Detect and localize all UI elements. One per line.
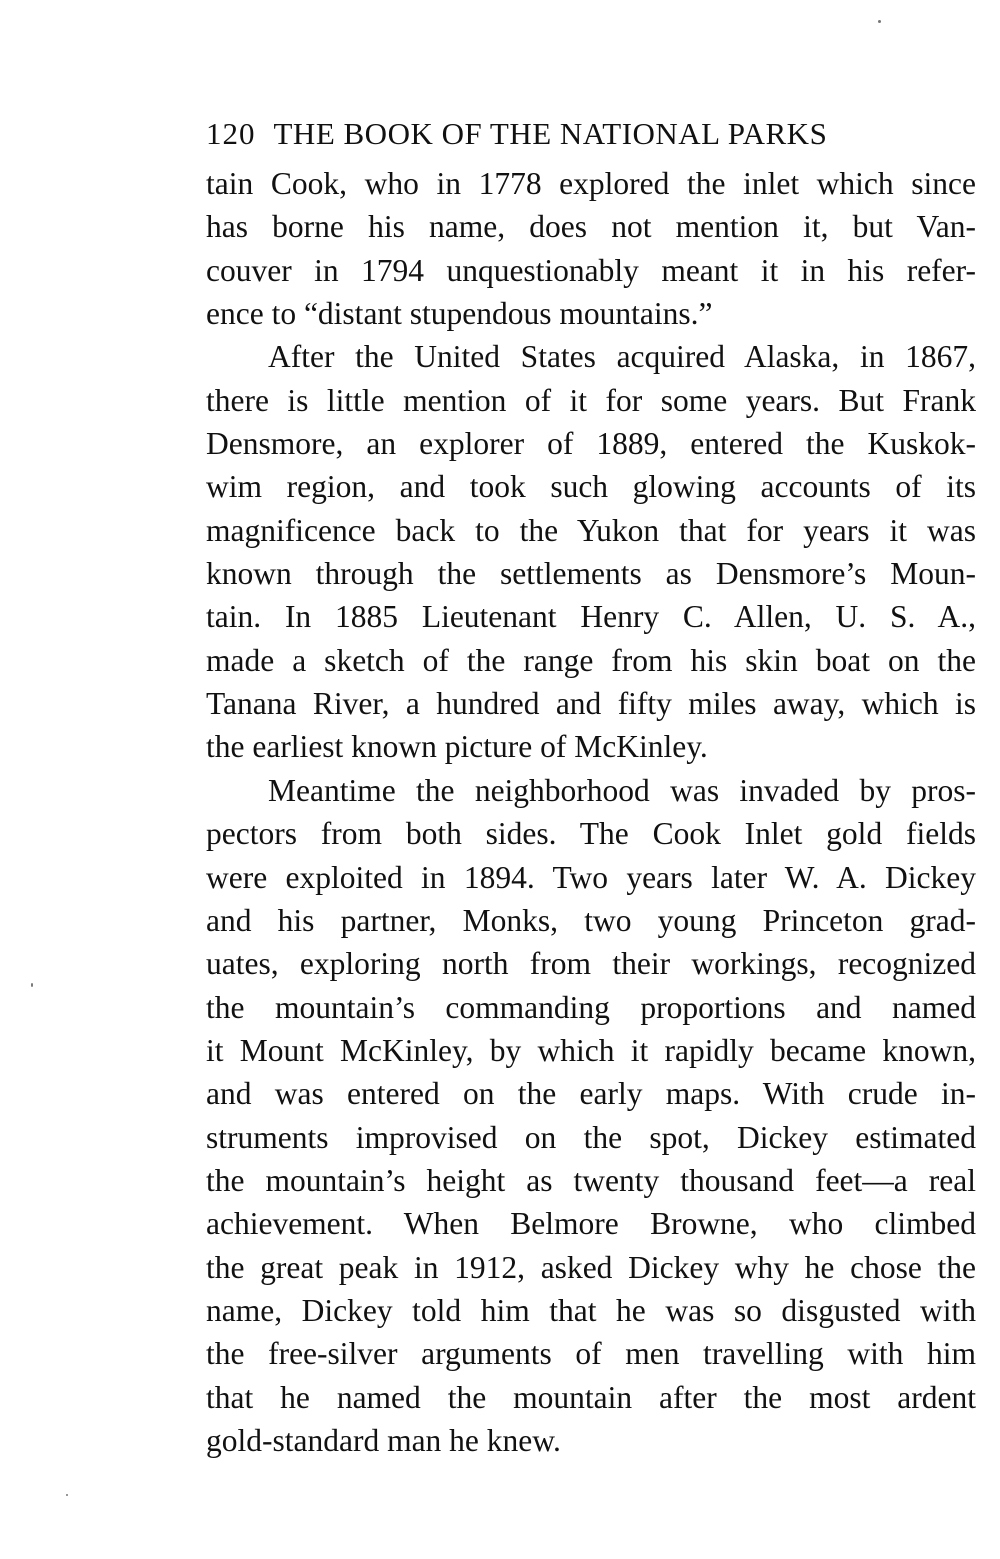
page-number: 120 [206, 116, 256, 151]
text-line: were exploited in 1894. Two years later W. A. Dickey [206, 859, 976, 895]
text-line: name, Dickey told him that he was so disgusted with [206, 1292, 976, 1328]
text-line: that he named the mountain after the most ardent [206, 1379, 976, 1415]
paragraph-2 [206, 335, 976, 768]
text-line: and his partner, Monks, two young Princeton grad- [206, 902, 976, 938]
text-line: After the United States acquired Alaska, in 1867, [268, 339, 976, 375]
text-line: achievement. When Belmore Browne, who climbed [206, 1206, 976, 1242]
scan-speck [66, 1494, 68, 1496]
text-line: gold-standard man he knew. [206, 1422, 561, 1458]
text-line: the free-silver arguments of men travelling with him [206, 1336, 976, 1372]
text-line: magnificence back to the Yukon that for years it was [206, 512, 976, 548]
text-line: known through the settlements as Densmore’s Moun- [206, 556, 976, 592]
text-line: Tanana River, a hundred and fifty miles away, which is [206, 686, 976, 722]
text-line: struments improvised on the spot, Dickey estimated [206, 1119, 976, 1155]
text-line: made a sketch of the range from his skin boat on the [206, 642, 976, 678]
text-line: wim region, and took such glowing accounts of its [206, 469, 976, 505]
text-line: has borne his name, does not mention it, but Van- [206, 209, 976, 245]
text-line: the great peak in 1912, asked Dickey why he chose the [206, 1249, 976, 1285]
text-line: tain Cook, who in 1778 explored the inlet which since [206, 166, 976, 201]
text-line: uates, exploring north from their workings, recognized [206, 946, 976, 982]
scan-speck [31, 983, 33, 987]
text-line: ence to “distant stupendous mountains.” [206, 296, 713, 332]
text-line: pectors from both sides. The Cook Inlet gold fields [206, 816, 976, 852]
text-line: Meantime the neighborhood was invaded by pros- [268, 772, 976, 808]
text-line: Densmore, an explorer of 1889, entered the Kuskok- [206, 426, 976, 462]
paragraph-3 [206, 769, 976, 1463]
text-line: and was entered on the early maps. With crude in- [206, 1076, 976, 1112]
book-page [206, 112, 976, 1462]
running-title: THE BOOK OF THE NATIONAL PARKS [273, 116, 828, 151]
text-line: the earliest known picture of McKinley. [206, 729, 708, 765]
running-header [206, 112, 976, 156]
text-line: couver in 1794 unquestionably meant it in his refer- [206, 252, 976, 288]
text-line: tain. In 1885 Lieutenant Henry C. Allen, U. S. A., [206, 599, 976, 635]
paragraph-1 [206, 162, 976, 335]
text-line: the mountain’s commanding proportions and named [206, 989, 976, 1025]
text-line: the mountain’s height as twenty thousand feet—a real [206, 1162, 976, 1198]
scan-speck [878, 20, 881, 23]
text-line: it Mount McKinley, by which it rapidly became known, [206, 1032, 976, 1068]
text-line: there is little mention of it for some years. But Frank [206, 382, 976, 418]
